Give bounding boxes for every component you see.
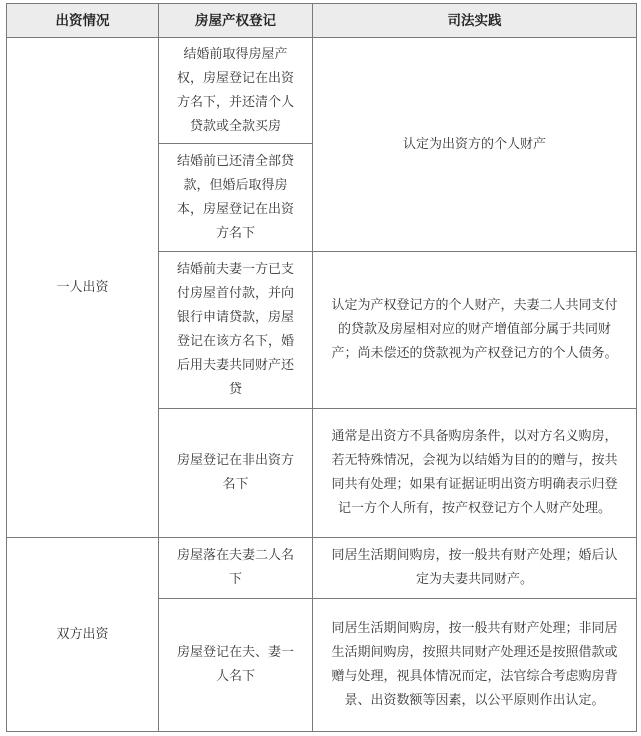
- registration-cell: 结婚前夫妻一方已支付房屋首付款，并向银行申请贷款，房屋登记在该方名下，婚后用夫妻共同财产还贷: [159, 252, 313, 409]
- category-single-funding: 一人出资: [7, 38, 159, 538]
- practice-cell: 通常是出资方不具备购房条件，以对方名义购房，若无特殊情况，会视为以结婚为目的的赠与，按共同共有处理；如果有证据证明出资方明确表示归登记一方个人所有，按产权登记方个人财产处理。: [313, 409, 637, 538]
- registration-cell: 房屋登记在夫、妻一人名下: [159, 599, 313, 732]
- registration-cell: 房屋落在夫妻二人名下: [159, 538, 313, 599]
- table-row: [7, 538, 637, 599]
- registration-cell: 结婚前已还清全部贷款，但婚后取得房本，房屋登记在出资方名下: [159, 144, 313, 252]
- practice-cell: 同居生活期间购房，按一般共有财产处理；非同居生活期间购房，按照共同财产处理还是按照借款或赠与处理，视具体情况而定，法官综合考虑购房背景、出资数额等因素，以公平原则作出认定。: [313, 599, 637, 732]
- category-joint-funding: 双方出资: [7, 538, 159, 732]
- practice-cell: 同居生活期间购房，按一般共有财产处理；婚后认定为夫妻共同财产。: [313, 538, 637, 599]
- header-practice: 司法实践: [313, 4, 637, 38]
- header-registration: 房屋产权登记: [159, 4, 313, 38]
- property-registration-table: [6, 3, 637, 732]
- practice-cell: 认定为出资方的个人财产: [313, 38, 637, 252]
- registration-cell: 结婚前取得房屋产权，房屋登记在出资方名下，并还清个人贷款或全款买房: [159, 38, 313, 144]
- header-row: [7, 4, 637, 38]
- table-row: [7, 38, 637, 144]
- practice-cell: 认定为产权登记方的个人财产，夫妻二人共同支付的贷款及房屋相对应的财产增值部分属于共同财产；尚未偿还的贷款视为产权登记方的个人债务。: [313, 252, 637, 409]
- registration-cell: 房屋登记在非出资方名下: [159, 409, 313, 538]
- header-funding: 出资情况: [7, 4, 159, 38]
